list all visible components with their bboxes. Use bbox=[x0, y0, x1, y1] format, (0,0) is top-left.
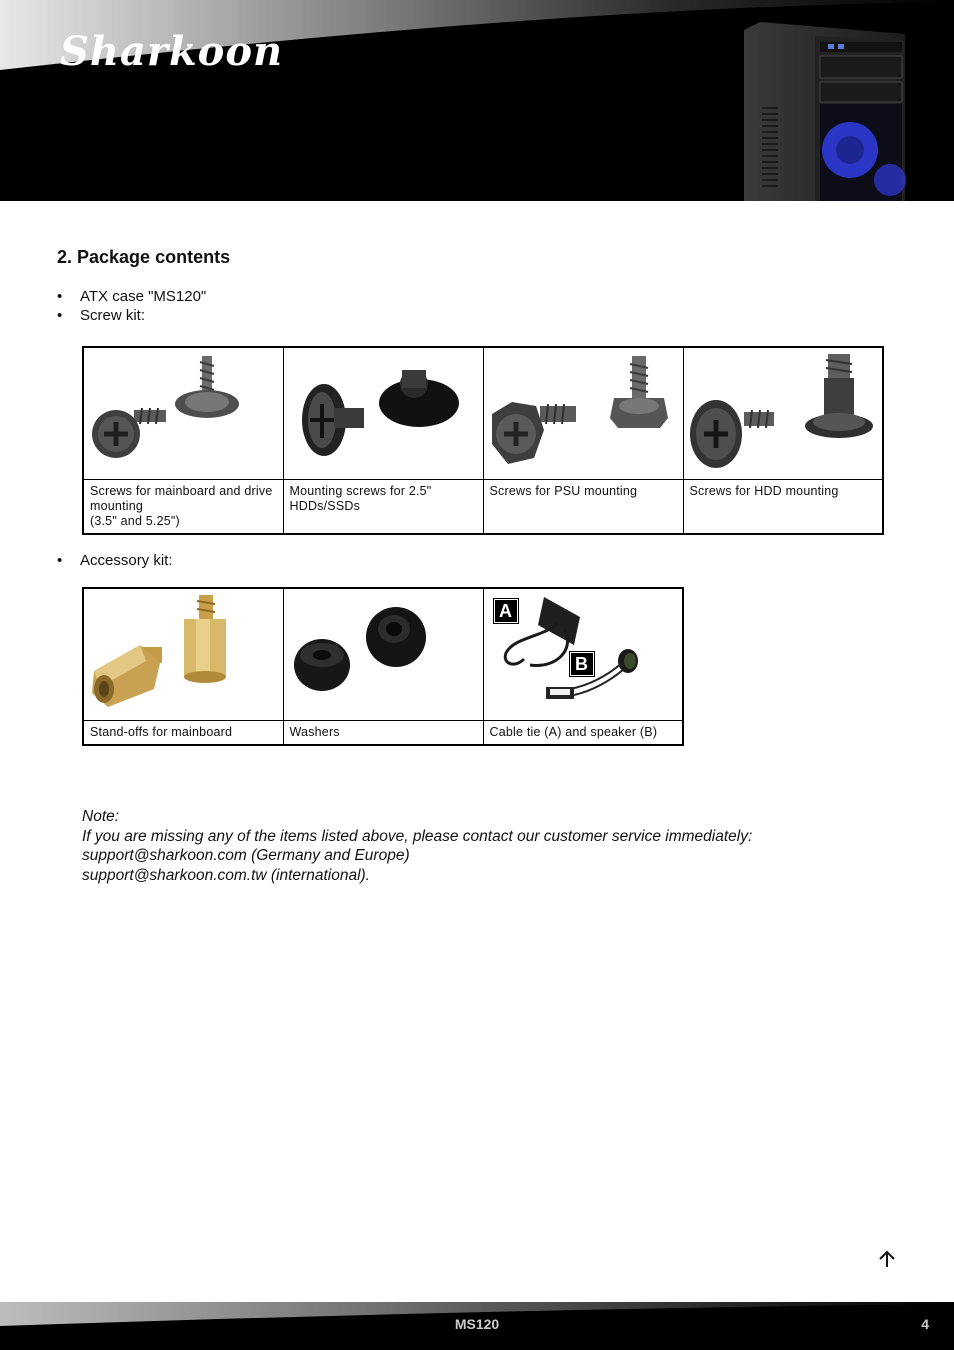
note-line-1: If you are missing any of the items listed above, please contact our customer service immediately: bbox=[82, 827, 753, 845]
screw-image-mainboard bbox=[83, 347, 283, 480]
pc-case-image bbox=[744, 22, 906, 201]
accessory-image-washers bbox=[283, 588, 483, 721]
accessory-image-cable-tie-speaker bbox=[483, 588, 683, 721]
accessory-kit-table bbox=[82, 587, 684, 746]
screw-ssd-icon bbox=[284, 348, 482, 474]
caption-psu: Screws for PSU mounting bbox=[483, 480, 683, 535]
screw-mainboard-icon bbox=[84, 348, 282, 474]
caption-mainboard bbox=[83, 480, 283, 535]
page-footer bbox=[0, 1302, 954, 1350]
label-a-text: A bbox=[499, 601, 512, 621]
standoff-icon bbox=[84, 589, 282, 715]
bullet-case-text: ATX case "MS120" bbox=[80, 288, 207, 305]
up-arrow-icon[interactable] bbox=[877, 1249, 897, 1269]
page-number: 4 bbox=[921, 1316, 929, 1332]
bullet-screw-kit-text: Screw kit: bbox=[80, 307, 146, 324]
caption-cable-tie-speaker: Cable tie (A) and speaker (B) bbox=[483, 721, 683, 746]
note-email-europe[interactable]: support@sharkoon.com (Germany and Europe) bbox=[82, 847, 410, 864]
page-header bbox=[0, 0, 954, 201]
label-a-badge bbox=[494, 599, 518, 623]
caption-washers: Washers bbox=[283, 721, 483, 746]
bullet-accessory-kit: • Accessory kit: bbox=[57, 552, 173, 569]
note-email-international[interactable]: support@sharkoon.com.tw (international). bbox=[82, 866, 370, 884]
bullet-screw-kit: • Screw kit: bbox=[57, 307, 146, 324]
screw-kit-table bbox=[82, 346, 884, 535]
screw-hdd-icon bbox=[684, 348, 882, 474]
caption-standoffs: Stand-offs for mainboard bbox=[83, 721, 283, 746]
label-b-badge bbox=[570, 652, 594, 676]
caption-mainboard-text: Screws for mainboard and drive mounting bbox=[90, 484, 273, 513]
note-heading: Note: bbox=[82, 808, 120, 825]
footer-model: MS120 bbox=[454, 1316, 500, 1332]
label-b-text: B bbox=[575, 654, 588, 674]
screw-image-psu bbox=[483, 347, 683, 480]
caption-hdd: Screws for HDD mounting bbox=[683, 480, 883, 535]
section-title: 2. Package contents bbox=[57, 247, 231, 267]
bullet-accessory-kit-text: Accessory kit: bbox=[80, 552, 173, 569]
accessory-image-standoffs bbox=[83, 588, 283, 721]
screw-image-ssd bbox=[283, 347, 483, 480]
screw-image-hdd bbox=[683, 347, 883, 480]
caption-ssd: Mounting screws for 2.5" HDDs/SSDs bbox=[283, 480, 483, 535]
note-block bbox=[82, 807, 752, 885]
screw-psu-icon bbox=[484, 348, 682, 474]
bullet-case: • ATX case "MS120" bbox=[57, 288, 207, 305]
caption-mainboard-extra: (3.5" and 5.25") bbox=[90, 514, 180, 528]
washer-icon bbox=[284, 589, 482, 715]
brand-logo: Sharkoon bbox=[60, 28, 284, 75]
